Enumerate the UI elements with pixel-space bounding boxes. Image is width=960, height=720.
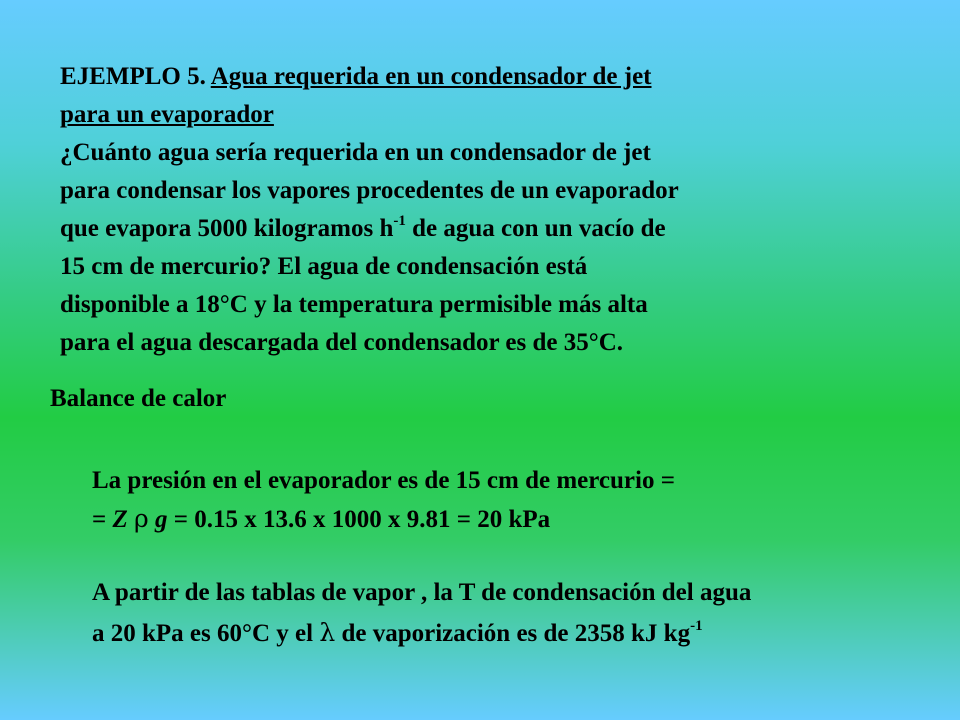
question-line [60,210,679,248]
symbol-rho: ρ [134,504,149,533]
pressure-calculation [92,462,675,539]
example-label: EJEMPLO 5. [60,63,206,90]
question-line: ¿Cuánto agua sería requerida en un condensador de jet [60,139,651,166]
pressure-line: La presión en el evaporador es de 15 cm de mercurio = [92,467,675,494]
question-text: que evapora 5000 kilogramos h [60,215,394,242]
question-line: 15 cm de mercurio? El agua de condensación está [60,253,588,280]
tables-text: a 20 kPa es 60°C y el [92,620,320,647]
section-label: Balance de calor [50,385,227,412]
tables-text: de vaporización es de 2358 kJ kg [335,620,691,647]
symbol-lambda: λ [319,618,336,647]
example-heading [60,58,652,134]
problem-statement [60,134,679,362]
pressure-line [92,500,675,539]
heading-line-1 [60,58,652,96]
example-title: Agua requerida en un condensador de jet [210,63,652,90]
question-line: disponible a 18°C y la temperatura permisible más alta [60,291,648,318]
equation-text: = [92,506,113,533]
equation-text: = 0.15 x 13.6 x 1000 x 9.81 = 20 kPa [167,506,551,533]
question-line: para condensar los vapores procedentes de un evaporador [60,177,679,204]
tables-line [92,613,751,654]
example-title-continued: para un evaporador [60,101,274,128]
exponent: -1 [393,212,406,229]
symbol-z: Z [112,506,128,533]
question-text: de agua con un vacío de [405,215,666,242]
heading-line-2 [60,96,652,134]
symbol-g: g [154,506,168,533]
question-line: para el agua descargada del condensador es de 35°C. [60,329,624,356]
exponent: -1 [690,617,703,634]
tables-line: A partir de las tablas de vapor , la T de condensación del agua [92,579,752,606]
steam-tables-statement [92,573,751,654]
